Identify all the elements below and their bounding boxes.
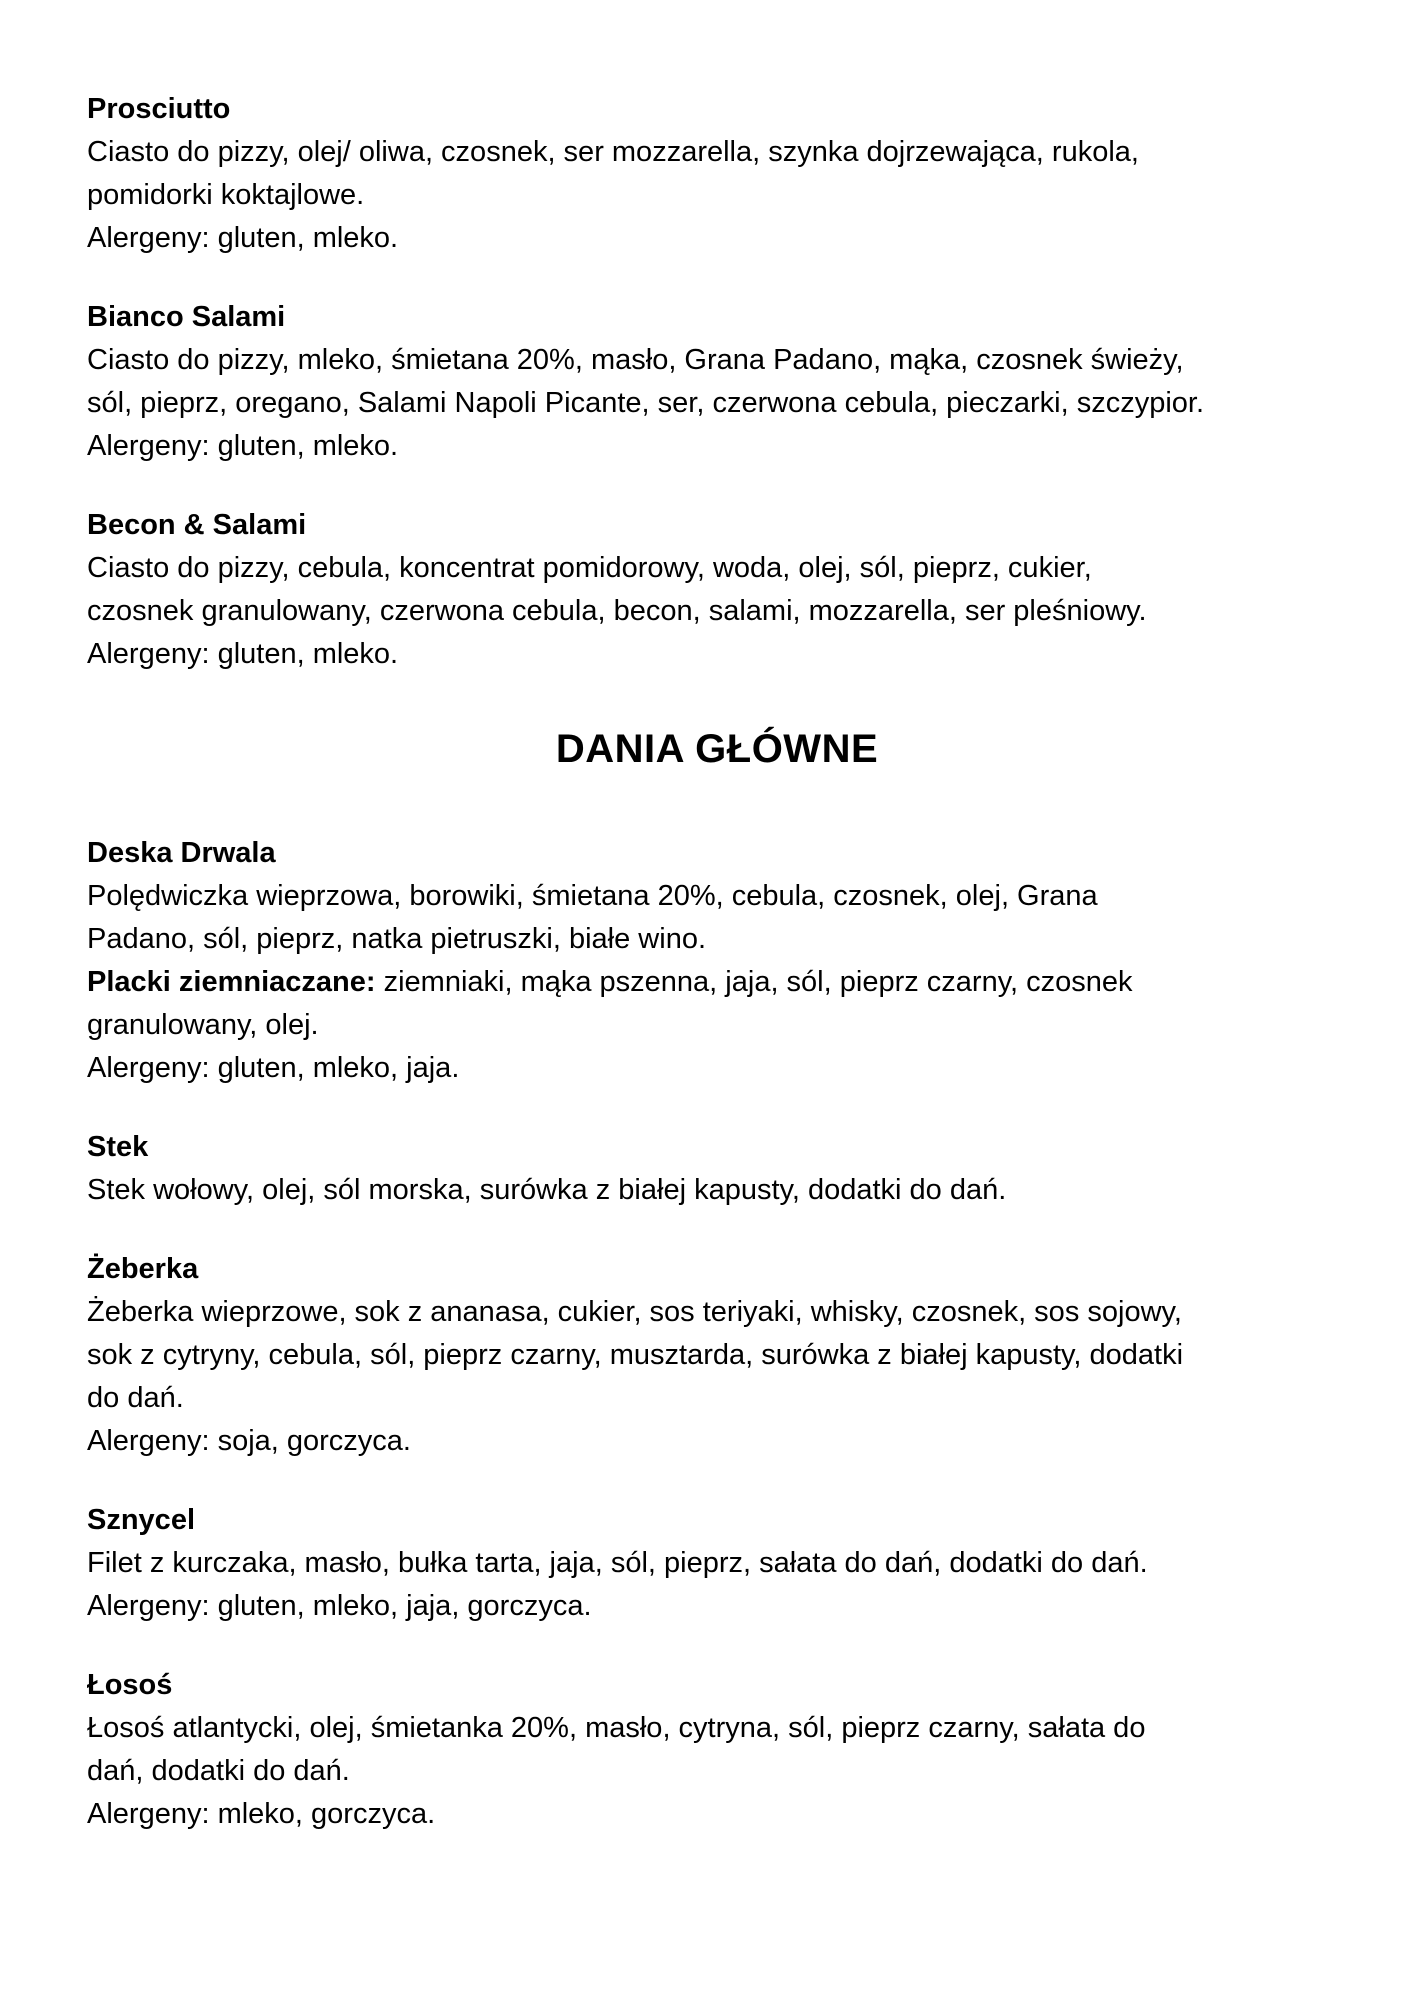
item-name: Żeberka xyxy=(87,1253,199,1285)
allergens-line: Alergeny: gluten, mleko. xyxy=(87,638,399,670)
menu-item-deska-drwala xyxy=(87,832,1347,1090)
menu-item-losos xyxy=(87,1664,1347,1836)
ingredients-line: pomidorki koktajlowe. xyxy=(87,179,365,211)
ingredients-line: do dań. xyxy=(87,1382,184,1414)
ingredients-line: Padano, sól, pieprz, natka pietruszki, białe wino. xyxy=(87,923,707,955)
allergens-line: Alergeny: mleko, gorczyca. xyxy=(87,1798,436,1830)
side-dish-ingredients: ziemniaki, mąka pszenna, jaja, sól, pieprz czarny, czosnek xyxy=(375,966,1133,998)
allergens-line: Alergeny: gluten, mleko, jaja, gorczyca. xyxy=(87,1590,592,1622)
ingredients-line: Łosoś atlantycki, olej, śmietanka 20%, masło, cytryna, sól, pieprz czarny, sałata do xyxy=(87,1712,1146,1744)
allergens-line: Alergeny: soja, gorczyca. xyxy=(87,1425,411,1457)
ingredients-line: Ciasto do pizzy, olej/ oliwa, czosnek, ser mozzarella, szynka dojrzewająca, rukola, xyxy=(87,136,1139,168)
ingredients-line: Polędwiczka wieprzowa, borowiki, śmietana 20%, cebula, czosnek, olej, Grana xyxy=(87,880,1098,912)
menu-item-zeberka xyxy=(87,1248,1347,1463)
ingredients-line: Ciasto do pizzy, cebula, koncentrat pomidorowy, woda, olej, sól, pieprz, cukier, xyxy=(87,552,1092,584)
side-dish-label: Placki ziemniaczane: xyxy=(87,966,376,998)
side-dish-line-continued: granulowany, olej. xyxy=(87,1009,319,1041)
ingredients-line: Żeberka wieprzowe, sok z ananasa, cukier, sos teriyaki, whisky, czosnek, sos sojowy, xyxy=(87,1296,1182,1328)
menu-item-prosciutto xyxy=(87,88,1347,260)
ingredients-line: czosnek granulowany, czerwona cebula, becon, salami, mozzarella, ser pleśniowy. xyxy=(87,595,1147,627)
menu-item-becon-salami xyxy=(87,504,1347,676)
item-name: Prosciutto xyxy=(87,93,231,125)
allergens-line: Alergeny: gluten, mleko, jaja. xyxy=(87,1052,460,1084)
menu-page xyxy=(87,88,1347,1872)
item-name: Deska Drwala xyxy=(87,837,276,869)
allergens-line: Alergeny: gluten, mleko. xyxy=(87,430,399,462)
side-dish-line xyxy=(87,961,1347,1004)
item-name: Sznycel xyxy=(87,1504,195,1536)
item-name: Becon & Salami xyxy=(87,509,307,541)
menu-item-bianco-salami xyxy=(87,296,1347,468)
item-name: Łosoś xyxy=(87,1669,173,1701)
ingredients-line: dań, dodatki do dań. xyxy=(87,1755,350,1787)
ingredients-line: sól, pieprz, oregano, Salami Napoli Picante, ser, czerwona cebula, pieczarki, szczypior. xyxy=(87,387,1205,419)
menu-item-stek xyxy=(87,1126,1347,1212)
ingredients-line: Ciasto do pizzy, mleko, śmietana 20%, masło, Grana Padano, mąka, czosnek świeży, xyxy=(87,344,1184,376)
ingredients-line: Stek wołowy, olej, sól morska, surówka z białej kapusty, dodatki do dań. xyxy=(87,1174,1007,1206)
item-name: Bianco Salami xyxy=(87,301,286,333)
ingredients-line: sok z cytryny, cebula, sól, pieprz czarny, musztarda, surówka z białej kapusty, dodatki xyxy=(87,1339,1184,1371)
item-name: Stek xyxy=(87,1131,149,1163)
ingredients-line: Filet z kurczaka, masło, bułka tarta, jaja, sól, pieprz, sałata do dań, dodatki do dań. xyxy=(87,1547,1148,1579)
allergens-line: Alergeny: gluten, mleko. xyxy=(87,222,399,254)
menu-item-sznycel xyxy=(87,1499,1347,1628)
section-title-main-dishes: DANIA GŁÓWNE xyxy=(555,727,879,771)
